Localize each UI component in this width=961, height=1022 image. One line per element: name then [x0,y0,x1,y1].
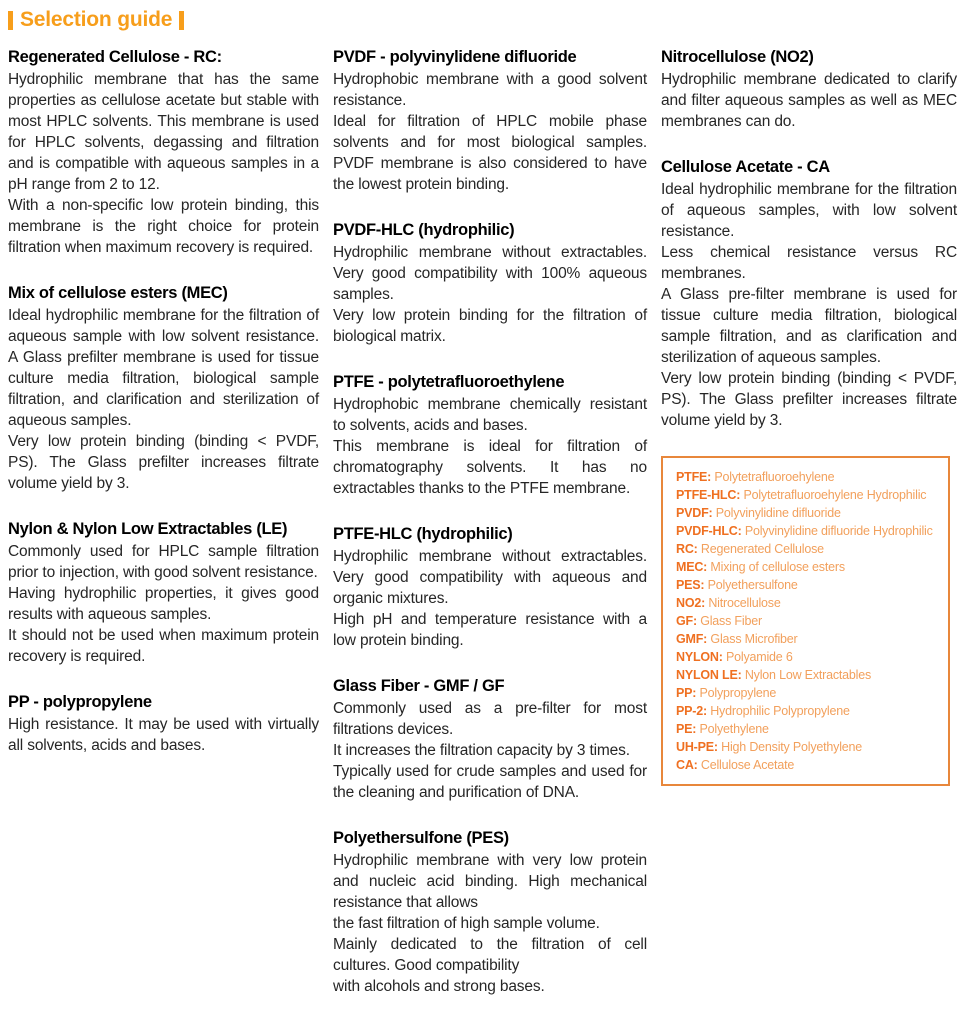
body-paragraph: Less chemical resistance versus RC membranes. [661,244,957,282]
abbreviation-definition: Cellulose Acetate [700,758,795,772]
section-heading: Nitrocellulose (NO2) [661,48,814,66]
abbreviation-item [676,594,942,612]
abbreviation-term: PE: [676,722,697,736]
section-heading: PVDF-HLC (hydrophilic) [333,221,515,239]
section-heading: Nylon & Nylon Low Extractables (LE) [8,520,288,538]
body-paragraph: Hydrophobic membrane with a good solvent resistance. [333,71,647,109]
body-paragraph: Hydrophilic membrane with very low protein and nucleic acid binding. High mechanical resistance that allows [333,852,647,911]
abbreviation-item [676,522,942,540]
abbreviation-term: MEC: [676,560,708,574]
abbreviation-term: RC: [676,542,698,556]
abbreviation-item [676,504,942,522]
abbreviation-item [676,540,942,558]
section-heading: Glass Fiber - GMF / GF [333,677,505,695]
column-left [8,47,319,1022]
abbreviation-term: PP-2: [676,704,707,718]
section-mix-cellulose-esters [8,283,319,494]
abbreviation-item [676,702,942,720]
abbreviation-item [676,576,942,594]
abbreviation-term: PTFE-HLC: [676,488,741,502]
title-bar-left-decoration [8,11,13,30]
section-pvdf [333,47,647,195]
section-polyethersulfone [333,828,647,997]
abbreviation-item [676,486,942,504]
page-title: Selection guide [20,8,173,31]
title-bar-right-decoration [179,11,184,30]
abbreviation-item [676,612,942,630]
abbreviation-definition: Nylon Low Extractables [744,668,872,682]
abbreviation-definition: Polyethersulfone [707,578,798,592]
abbreviation-term: UH-PE: [676,740,718,754]
abbreviation-term: PVDF: [676,506,713,520]
abbreviation-definition: Glass Fiber [700,614,762,628]
body-paragraph: This membrane is ideal for filtration of chromatography solvents. It has no extractables thanks to the PTFE membrane. [333,438,647,497]
abbreviation-definition: Regenerated Cellulose [700,542,824,556]
body-paragraph: Ideal hydrophilic membrane for the filtration of aqueous samples, with low solvent resistance. [661,181,957,240]
body-paragraph: with alcohols and strong bases. [333,978,545,995]
body-paragraph: With a non-specific low protein binding, this membrane is the right choice for protein filtration when maximum recovery is required. [8,197,319,256]
section-heading: PP - polypropylene [8,693,152,711]
abbreviation-definition: Polyvinylidine difluoride [715,506,841,520]
abbreviation-definition: High Density Polyethylene [721,740,863,754]
section-nitrocellulose [661,47,957,132]
abbreviation-term: PTFE: [676,470,712,484]
section-heading: Mix of cellulose esters (MEC) [8,284,228,302]
section-regenerated-cellulose [8,47,319,258]
section-nylon [8,519,319,667]
body-paragraph: Commonly used for HPLC sample filtration prior to injection, with good solvent resistance. [8,543,319,581]
abbreviation-item [676,738,942,756]
abbreviation-item [676,648,942,666]
body-paragraph: High resistance. It may be used with virtually all solvents, acids and bases. [8,716,319,754]
body-paragraph: Hydrophilic membrane without extractables. Very good compatibility with 100% aqueous samples. [333,244,647,303]
section-pvdf-hlc [333,220,647,347]
abbreviation-box [661,456,950,786]
body-paragraph: Hydrophilic membrane dedicated to clarify and filter aqueous samples as well as MEC membranes can do. [661,71,957,130]
column-right [661,47,957,1022]
section-heading: PTFE-HLC (hydrophilic) [333,525,513,543]
body-paragraph: Mainly dedicated to the filtration of cell cultures. Good compatibility [333,936,647,974]
page-header [8,9,953,31]
abbreviation-term: NYLON: [676,650,723,664]
section-glass-fiber [333,676,647,803]
body-paragraph: Hydrophilic membrane that has the same properties as cellulose acetate but stable with most HPLC solvents. This membrane is used for HPLC solvents, degassing and filtration and is compatible with aqueous samples in a pH range from 2 to 12. [8,71,319,193]
section-heading: PTFE - polytetrafluoroethylene [333,373,565,391]
abbreviation-term: CA: [676,758,698,772]
section-ptfe [333,372,647,499]
abbreviation-definition: Nitrocellulose [708,596,781,610]
body-paragraph: High pH and temperature resistance with a low protein binding. [333,611,647,649]
abbreviation-item [676,666,942,684]
section-heading: Polyethersulfone (PES) [333,829,509,847]
body-paragraph: Hydrophobic membrane chemically resistant to solvents, acids and bases. [333,396,647,434]
body-paragraph: Very low protein binding (binding < PVDF, PS). The Glass prefilter increases filtrate volume yield by 3. [8,433,319,492]
body-paragraph: Ideal hydrophilic membrane for the filtration of aqueous sample with low solvent resistance. A Glass prefilter membrane is used for tissue culture media filtration, biological sample filtration, and clarification and sterilization of aqueous samples. [8,307,319,429]
abbreviation-item [676,720,942,738]
abbreviation-definition: Polytetrafluoroehylene [714,470,835,484]
column-middle [333,47,647,1022]
abbreviation-term: NYLON LE: [676,668,742,682]
body-paragraph: the fast filtration of high sample volume. [333,915,600,932]
abbreviation-definition: Polyamide 6 [726,650,793,664]
abbreviation-term: GF: [676,614,697,628]
body-paragraph: Commonly used as a pre-filter for most filtrations devices. [333,700,647,738]
abbreviation-term: NO2: [676,596,706,610]
abbreviation-definition: Hydrophilic Polypropylene [710,704,850,718]
abbreviation-item [676,756,942,774]
body-paragraph: Hydrophilic membrane without extractables. Very good compatibility with aqueous and organic mixtures. [333,548,647,607]
body-paragraph: A Glass pre-filter membrane is used for tissue culture media filtration, biological sample filtration, and as clarification and sterilization of aqueous samples. [661,286,957,366]
body-paragraph: Ideal for filtration of HPLC mobile phase solvents and for most biological samples. PVDF membrane is also considered to have the lowest protein binding. [333,113,647,193]
abbreviation-term: PES: [676,578,705,592]
section-ptfe-hlc [333,524,647,651]
body-paragraph: Very low protein binding for the filtration of biological matrix. [333,307,647,345]
abbreviation-item [676,684,942,702]
abbreviation-definition: Polyvinylidine difluoride Hydrophilic [744,524,933,538]
columns-container [8,47,957,1022]
abbreviation-definition: Mixing of cellulose esters [710,560,845,574]
abbreviation-item [676,468,942,486]
abbreviation-term: PP: [676,686,697,700]
abbreviation-term: GMF: [676,632,708,646]
abbreviation-definition: Polytetrafluoroehylene Hydrophilic [743,488,927,502]
abbreviation-definition: Polypropylene [699,686,777,700]
body-paragraph: Typically used for crude samples and used for the cleaning and purification of DNA. [333,763,647,801]
body-paragraph: It increases the filtration capacity by 3 times. [333,742,630,759]
abbreviation-item [676,630,942,648]
abbreviation-definition: Glass Microfiber [710,632,798,646]
body-paragraph: Having hydrophilic properties, it gives good results with aqueous samples. [8,585,319,623]
body-paragraph: It should not be used when maximum protein recovery is required. [8,627,319,665]
section-heading: Cellulose Acetate - CA [661,158,830,176]
section-heading: PVDF - polyvinylidene difluoride [333,48,577,66]
section-polypropylene [8,692,319,756]
body-paragraph: Very low protein binding (binding < PVDF, PS). The Glass prefilter increases filtrate volume yield by 3. [661,370,957,429]
abbreviation-term: PVDF-HLC: [676,524,742,538]
section-heading: Regenerated Cellulose - RC: [8,48,222,66]
section-cellulose-acetate [661,157,957,431]
abbreviation-item [676,558,942,576]
abbreviation-definition: Polyethylene [699,722,769,736]
